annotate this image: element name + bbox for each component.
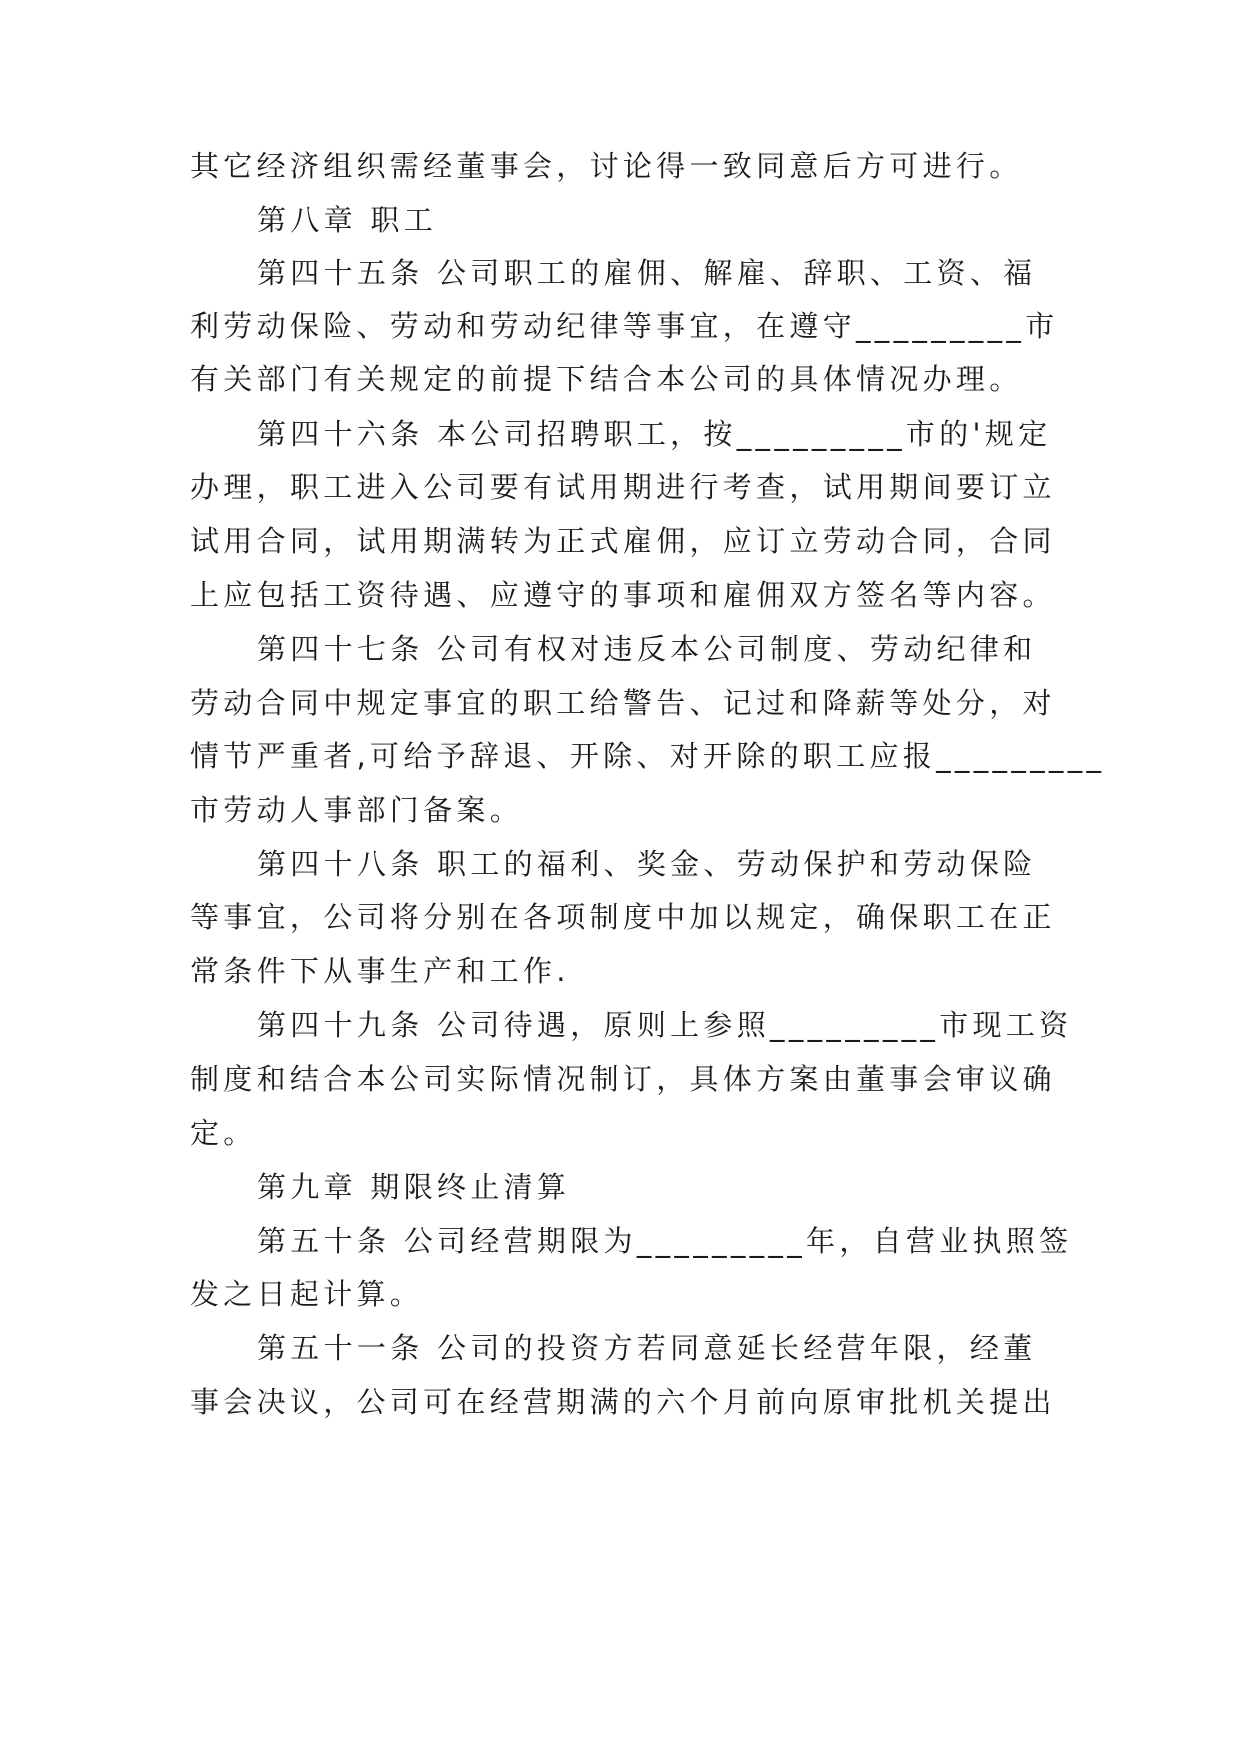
- article-line: 第四十六条 本公司招聘职工，按_________市的'规定: [257, 417, 1052, 451]
- text-line: 有关部门有关规定的前提下结合本公司的具体情况办理。: [190, 362, 1023, 396]
- article-line: 第四十五条 公司职工的雇佣、解雇、辞职、工资、福: [257, 256, 1037, 290]
- article-line: 第四十九条 公司待遇，原则上参照_________市现工资: [257, 1008, 1073, 1042]
- text-line: 等事宜，公司将分别在各项制度中加以规定，确保职工在正: [190, 900, 1056, 934]
- text-line: 利劳动保险、劳动和劳动纪律等事宜，在遵守_________市: [190, 309, 1059, 343]
- article-line: 第四十八条 职工的福利、奖金、劳动保护和劳动保险: [257, 847, 1037, 881]
- article-line: 第五十条 公司经营期限为_________年，自营业执照签: [257, 1224, 1073, 1258]
- text-line: 事会决议，公司可在经营期满的六个月前向原审批机关提出: [190, 1385, 1056, 1419]
- text-line: 市劳动人事部门备案。: [190, 793, 524, 827]
- text-line: 其它经济组织需经董事会，讨论得一致同意后方可进行。: [190, 149, 1023, 183]
- text-line: 情节严重者,可给予辞退、开除、对开除的职工应报_________: [190, 739, 1106, 773]
- text-line: 办理，职工进入公司要有试用期进行考查，试用期间要订立: [190, 470, 1056, 504]
- text-line: 定。: [190, 1116, 257, 1150]
- text-line: 发之日起计算。: [190, 1277, 424, 1311]
- text-line: 试用合同，试用期满转为正式雇佣，应订立劳动合同，合同: [190, 524, 1056, 558]
- chapter-heading: 第八章 职工: [257, 203, 438, 237]
- text-line: 上应包括工资待遇、应遵守的事项和雇佣双方签名等内容。: [190, 578, 1056, 612]
- text-line: 制度和结合本公司实际情况制订，具体方案由董事会审议确: [190, 1062, 1056, 1096]
- text-line: 劳动合同中规定事宜的职工给警告、记过和降薪等处分，对: [190, 686, 1056, 720]
- chapter-heading: 第九章 期限终止清算: [257, 1170, 571, 1204]
- text-line: 常条件下从事生产和工作.: [190, 954, 570, 988]
- article-line: 第五十一条 公司的投资方若同意延长经营年限，经董: [257, 1331, 1037, 1365]
- article-line: 第四十七条 公司有权对违反本公司制度、劳动纪律和: [257, 632, 1037, 666]
